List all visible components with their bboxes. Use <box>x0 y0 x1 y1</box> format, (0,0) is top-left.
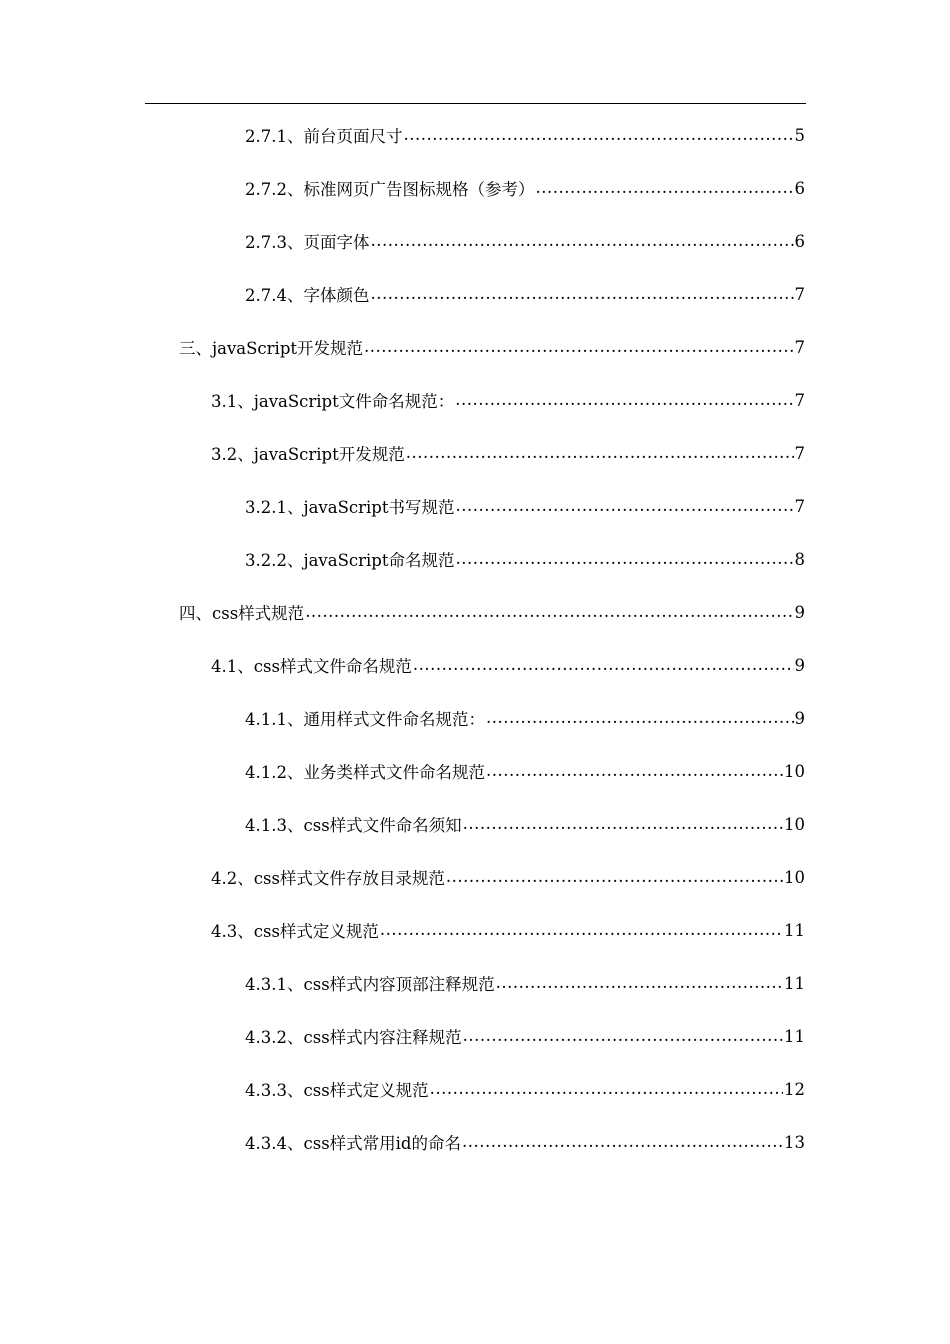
toc-entry-page: 11 <box>784 973 805 993</box>
toc-entry[interactable] <box>245 171 805 205</box>
toc-entry-page: 9 <box>794 655 805 675</box>
toc-entry[interactable] <box>245 542 805 576</box>
toc-entry[interactable] <box>245 277 805 311</box>
toc-leader-dots <box>486 709 794 727</box>
toc-leader-dots <box>463 815 783 833</box>
toc-entry[interactable] <box>245 754 805 788</box>
toc-entry-title: 三、javaScript开发规范 <box>179 339 364 358</box>
toc-entry-title: 4.3.3、css样式定义规范 <box>245 1081 429 1100</box>
toc-leader-dots <box>463 1027 783 1045</box>
toc-leader-dots <box>364 338 793 356</box>
toc-entry-page: 10 <box>784 867 805 887</box>
toc-leader-dots <box>305 603 793 621</box>
toc-entry[interactable] <box>179 595 805 629</box>
toc-leader-dots <box>380 921 783 939</box>
toc-leader-dots <box>446 868 783 886</box>
toc-entry-page: 7 <box>794 443 805 463</box>
toc-entry-title: 2.7.3、页面字体 <box>245 233 370 252</box>
toc-entry[interactable] <box>245 966 805 1000</box>
toc-leader-dots <box>496 974 783 992</box>
toc-leader-dots <box>455 391 793 409</box>
toc-entry-title: 4.3.1、css样式内容顶部注释规范 <box>245 975 495 994</box>
toc-entry-title: 3.2、javaScript开发规范 <box>211 445 405 464</box>
toc-entry-page: 5 <box>794 125 805 145</box>
toc-entry[interactable] <box>245 118 805 152</box>
toc-leader-dots <box>486 762 783 780</box>
toc-leader-dots <box>456 550 794 568</box>
toc-entry[interactable] <box>245 701 805 735</box>
toc-entry-page: 11 <box>784 1026 805 1046</box>
toc-entry-page: 6 <box>794 178 805 198</box>
toc-entry[interactable] <box>245 224 805 258</box>
toc-entry-title: 2.7.1、前台页面尺寸 <box>245 127 403 146</box>
toc-entry[interactable] <box>245 489 805 523</box>
toc-entry-page: 9 <box>794 708 805 728</box>
toc-leader-dots <box>403 126 793 144</box>
toc-entry-page: 7 <box>794 496 805 516</box>
toc-entry-title: 4.3、css样式定义规范 <box>211 922 379 941</box>
toc-entry-title: 4.3.4、css样式常用id的命名 <box>245 1134 461 1153</box>
header-rule <box>145 103 806 104</box>
toc-entry[interactable] <box>211 648 805 682</box>
toc-entry-title: 4.2、css样式文件存放目录规范 <box>211 869 445 888</box>
toc-entry-title: 4.1、css样式文件命名规范 <box>211 657 412 676</box>
toc-entry-title: 4.1.2、业务类样式文件命名规范 <box>245 763 485 782</box>
toc-entry-title: 2.7.2、标准网页广告图标规格（参考） <box>245 180 535 199</box>
toc-entry-title: 3.2.2、javaScript命名规范 <box>245 551 455 570</box>
toc-entry[interactable] <box>245 1125 805 1159</box>
toc-entry-page: 7 <box>794 284 805 304</box>
toc-entry[interactable] <box>245 1019 805 1053</box>
toc-entry-title: 四、css样式规范 <box>179 604 305 623</box>
toc-leader-dots <box>535 179 793 197</box>
toc-entry-title: 3.2.1、javaScript书写规范 <box>245 498 455 517</box>
toc-entry-page: 12 <box>784 1079 805 1099</box>
toc-leader-dots <box>370 285 793 303</box>
toc-leader-dots <box>456 497 794 515</box>
toc-leader-dots <box>406 444 794 462</box>
toc-leader-dots <box>430 1080 783 1098</box>
toc-entry-title: 2.7.4、字体颜色 <box>245 286 370 305</box>
toc-entry[interactable] <box>211 913 805 947</box>
toc-entry-page: 7 <box>794 390 805 410</box>
toc-entry[interactable] <box>245 807 805 841</box>
toc-entry[interactable] <box>245 1072 805 1106</box>
toc-entry-page: 6 <box>794 231 805 251</box>
toc-leader-dots <box>370 232 793 250</box>
toc-entry-page: 10 <box>784 814 805 834</box>
toc-entry[interactable] <box>179 330 805 364</box>
toc-entry-page: 7 <box>794 337 805 357</box>
toc-entry-page: 8 <box>794 549 805 569</box>
toc-entry[interactable] <box>211 860 805 894</box>
toc-entry-page: 10 <box>784 761 805 781</box>
toc-entry[interactable] <box>211 383 805 417</box>
toc-entry-page: 13 <box>784 1132 805 1152</box>
toc-entry-title: 4.1.1、通用样式文件命名规范： <box>245 710 485 729</box>
toc-entry-page: 11 <box>784 920 805 940</box>
toc-entry-title: 4.3.2、css样式内容注释规范 <box>245 1028 462 1047</box>
toc-entry-title: 3.1、javaScript文件命名规范： <box>211 392 455 411</box>
toc-entry[interactable] <box>211 436 805 470</box>
toc-entry-title: 4.1.3、css样式文件命名须知 <box>245 816 462 835</box>
toc-leader-dots <box>413 656 794 674</box>
toc-entry-page: 9 <box>794 602 805 622</box>
toc-leader-dots <box>462 1133 783 1151</box>
